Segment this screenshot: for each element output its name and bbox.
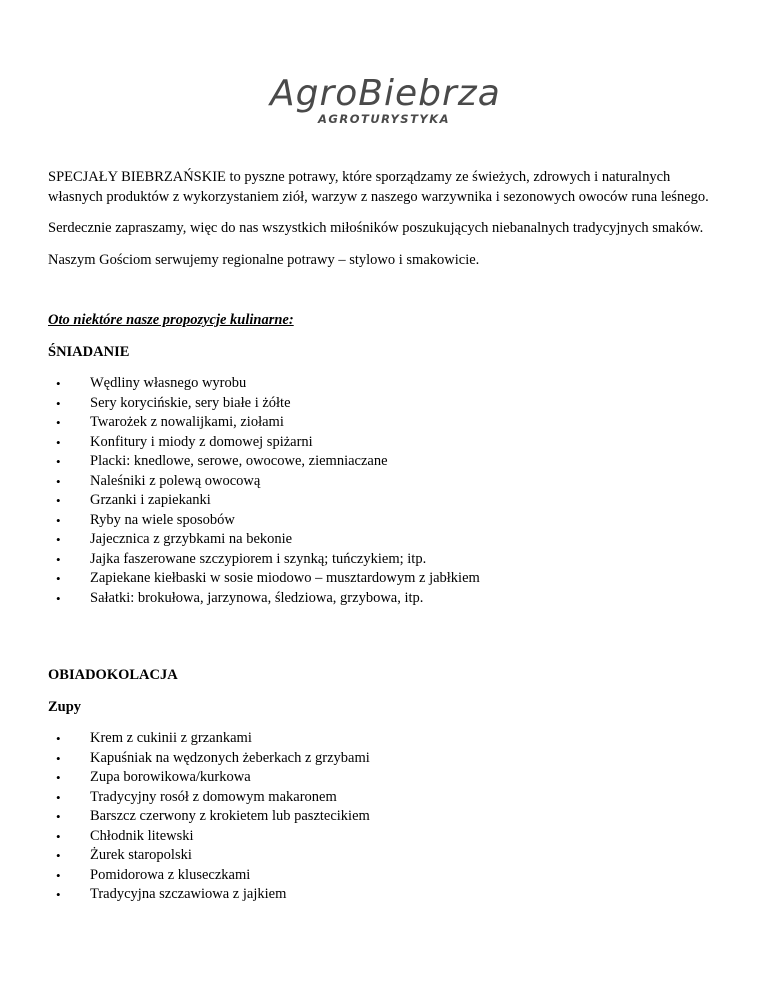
dinner-heading: OBIADOKOLACJA bbox=[48, 667, 178, 683]
list-item: • Żurek staropolski bbox=[48, 846, 728, 866]
list-item: • Zupa borowikowa/kurkowa bbox=[48, 768, 728, 788]
intro-paragraph-2: Serdecznie zapraszamy, więc do nas wszystkich miłośników poszukujących niebanalnych tradycyjnych smaków. bbox=[48, 220, 704, 236]
list-item: • Chłodnik litewski bbox=[48, 827, 728, 847]
list-item: • Jajka faszerowane szczypiorem i szynką; tuńczykiem; itp. bbox=[48, 550, 728, 570]
list-item: • Tradycyjny rosół z domowym makaronem bbox=[48, 788, 728, 808]
proposals-heading: Oto niektóre nasze propozycje kulinarne: bbox=[48, 312, 294, 328]
list-item: • Wędliny własnego wyrobu bbox=[48, 374, 728, 394]
list-item: • Barszcz czerwony z krokietem lub pasztecikiem bbox=[48, 807, 728, 827]
brand-logo bbox=[270, 72, 502, 134]
list-item: • Placki: knedlowe, serowe, owocowe, ziemniaczane bbox=[48, 452, 728, 472]
list-item: • Ryby na wiele sposobów bbox=[48, 511, 728, 531]
list-item: • Grzanki i zapiekanki bbox=[48, 491, 728, 511]
list-item: • Sery korycińskie, sery białe i żółte bbox=[48, 394, 728, 414]
logo-main-text: AgroBiebrza bbox=[270, 73, 501, 114]
list-item: • Naleśniki z polewą owocową bbox=[48, 472, 728, 492]
list-item: • Pomidorowa z kluseczkami bbox=[48, 866, 728, 886]
logo-sub-text: AGROTURYSTYKA bbox=[318, 112, 451, 126]
list-item: • Kapuśniak na wędzonych żeberkach z grzybami bbox=[48, 749, 728, 769]
list-item: • Jajecznica z grzybkami na bekonie bbox=[48, 530, 728, 550]
list-item: • Konfitury i miody z domowej spiżarni bbox=[48, 433, 728, 453]
soups-heading: Zupy bbox=[48, 698, 82, 715]
list-item: • Twarożek z nowalijkami, ziołami bbox=[48, 413, 728, 433]
list-item: • Sałatki: brokułowa, jarzynowa, śledziowa, grzybowa, itp. bbox=[48, 589, 728, 609]
intro-paragraph-1: SPECJAŁY BIEBRZAŃSKIE to pyszne potrawy, które sporządzamy ze świeżych, zdrowych i naturalnych własnych produktów z wykorzystaniem ziół, warzyw z naszego warzywnika i sezonowych owoców runa leśnego. bbox=[48, 169, 709, 205]
list-item: • Zapiekane kiełbaski w sosie miodowo – musztardowym z jabłkiem bbox=[48, 569, 728, 589]
breakfast-heading: ŚNIADANIE bbox=[48, 343, 130, 360]
list-item: • Tradycyjna szczawiowa z jajkiem bbox=[48, 885, 728, 905]
list-item: • Krem z cukinii z grzankami bbox=[48, 729, 728, 749]
intro-paragraph-3: Naszym Gościom serwujemy regionalne potrawy – stylowo i smakowicie. bbox=[48, 251, 480, 268]
breakfast-list bbox=[48, 374, 728, 608]
soups-list bbox=[48, 729, 728, 905]
document-body bbox=[48, 168, 728, 905]
